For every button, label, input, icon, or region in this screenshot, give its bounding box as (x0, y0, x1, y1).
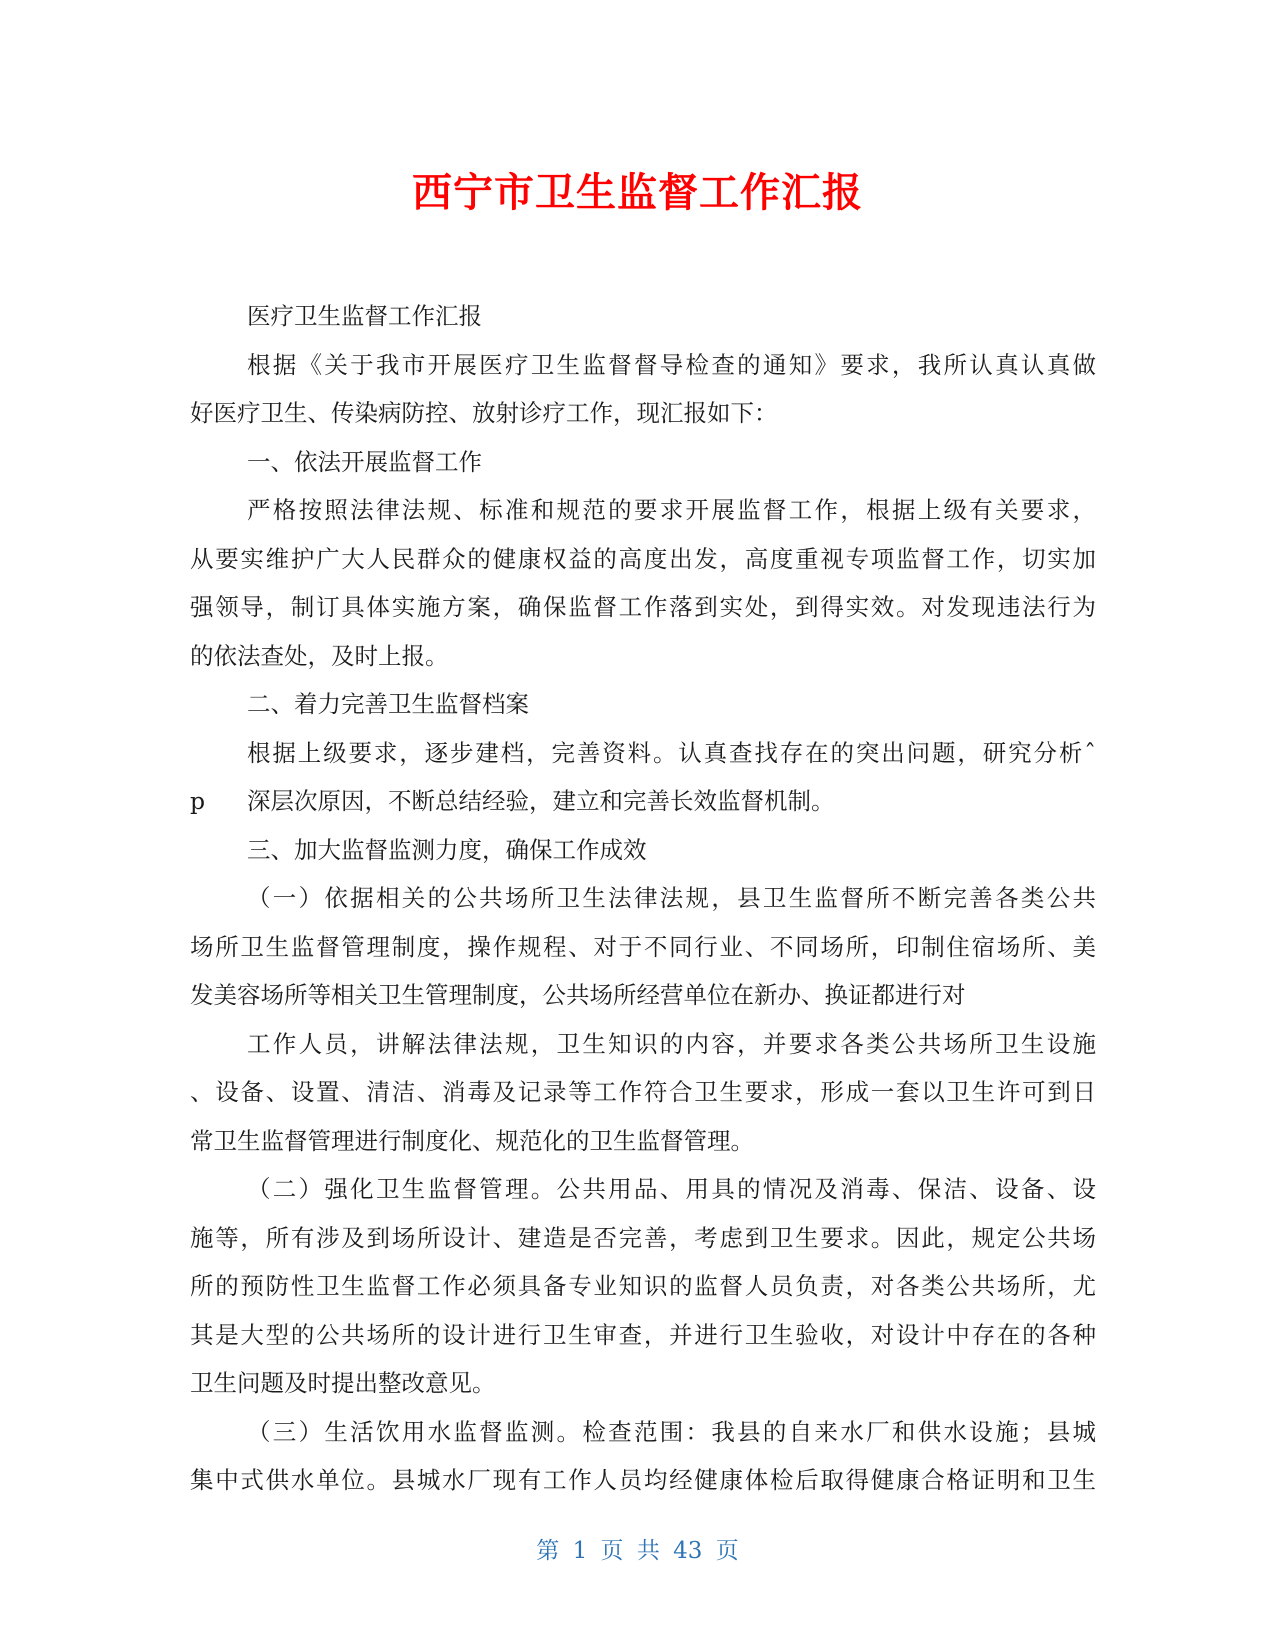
body-line (190, 777, 1096, 826)
body-line (190, 923, 1096, 972)
document-body (190, 292, 1096, 1505)
body-line-text: （二）强化卫生监督管理。公共用品、用具的情况及消毒、保洁、设备、设 (247, 1175, 1096, 1203)
body-line (190, 1359, 1096, 1408)
body-line-text: 的依法查处，及时上报。 (190, 641, 449, 670)
body-line-text: （三）生活饮用水监督监测。检查范围：我县的自来水厂和供水设施；县城 (247, 1417, 1096, 1446)
body-line (190, 1214, 1096, 1263)
body-line (190, 1408, 1096, 1457)
body-line (190, 535, 1096, 584)
body-line (190, 1456, 1096, 1505)
body-line-text: 常卫生监督管理进行制度化、规范化的卫生监督管理。 (190, 1126, 754, 1155)
body-line-text: 、设备、设置、清洁、消毒及记录等工作符合卫生要求，形成一套以卫生许可到日 (190, 1078, 1096, 1106)
body-line-text: 二、着力完善卫生监督档案 (247, 690, 529, 718)
body-line (190, 292, 1096, 341)
body-line-text: 从要实维护广大人民群众的健康权益的高度出发，高度重视专项监督工作，切实加 (190, 544, 1096, 573)
body-line-text: 所的预防性卫生监督工作必须具备专业知识的监督人员负责，对各类公共场所，尤 (190, 1272, 1096, 1300)
body-line-text: 其是大型的公共场所的设计进行卫生审查，并进行卫生验收，对设计中存在的各种 (190, 1320, 1096, 1349)
body-line-text: 严格按照法律法规、标准和规范的要求开展监督工作，根据上级有关要求， (247, 496, 1096, 524)
body-line-text: （一）依据相关的公共场所卫生法律法规，县卫生监督所不断完善各类公共 (247, 884, 1096, 912)
body-line-text: 根据《关于我市开展医疗卫生监督督导检查的通知》要求，我所认真认真做 (247, 350, 1096, 379)
body-line (190, 874, 1096, 923)
body-line (190, 1020, 1096, 1069)
body-line (190, 632, 1096, 681)
body-line-text: 场所卫生监督管理制度，操作规程、对于不同行业、不同场所，印制住宿场所、美 (190, 932, 1096, 961)
body-line (190, 438, 1096, 487)
body-line-text: 发美容场所等相关卫生管理制度，公共场所经营单位在新办、换证都进行对 (190, 981, 966, 1009)
body-line (190, 389, 1096, 438)
body-line (190, 1068, 1096, 1117)
body-line-text: 强领导，制订具体实施方案，确保监督工作落到实处，到得实效。对发现违法行为 (190, 593, 1096, 621)
body-line (190, 1165, 1096, 1214)
body-line-text: 一、依法开展监督工作 (247, 447, 482, 476)
body-line-text: 三、加大监督监测力度，确保工作成效 (247, 835, 647, 864)
body-line-text: 卫生问题及时提出整改意见。 (190, 1369, 496, 1397)
body-line (190, 341, 1096, 390)
body-line-text: 深层次原因，不断总结经验，建立和完善长效监督机制。 (247, 787, 835, 815)
body-line (190, 486, 1096, 535)
document-title: 西宁市卫生监督工作汇报 (412, 170, 863, 216)
body-line-text: 集中式供水单位。县城水厂现有工作人员均经健康体检后取得健康合格证明和卫生 (190, 1466, 1096, 1494)
body-line-text: 医疗卫生监督工作汇报 (247, 302, 482, 330)
body-line-text: 施等，所有涉及到场所设计、建造是否完善，考虑到卫生要求。因此，规定公共场 (190, 1223, 1096, 1252)
page-footer: 第 1 页 共 43 页 (536, 1538, 739, 1564)
body-line (190, 1311, 1096, 1360)
body-line (190, 826, 1096, 875)
body-line (190, 1262, 1096, 1311)
body-line (190, 680, 1096, 729)
body-line (190, 729, 1096, 778)
body-line-text: 好医疗卫生、传染病防控、放射诊疗工作，现汇报如下： (190, 399, 778, 427)
body-line-text: 根据上级要求，逐步建档，完善资料。认真查找存在的突出问题，研究分析ˆ (247, 738, 1096, 767)
body-line (190, 971, 1096, 1020)
margin-mark: p (190, 787, 206, 815)
body-line-text: 工作人员，讲解法律法规，卫生知识的内容，并要求各类公共场所卫生设施 (247, 1029, 1096, 1058)
body-line (190, 1117, 1096, 1166)
body-line (190, 583, 1096, 632)
